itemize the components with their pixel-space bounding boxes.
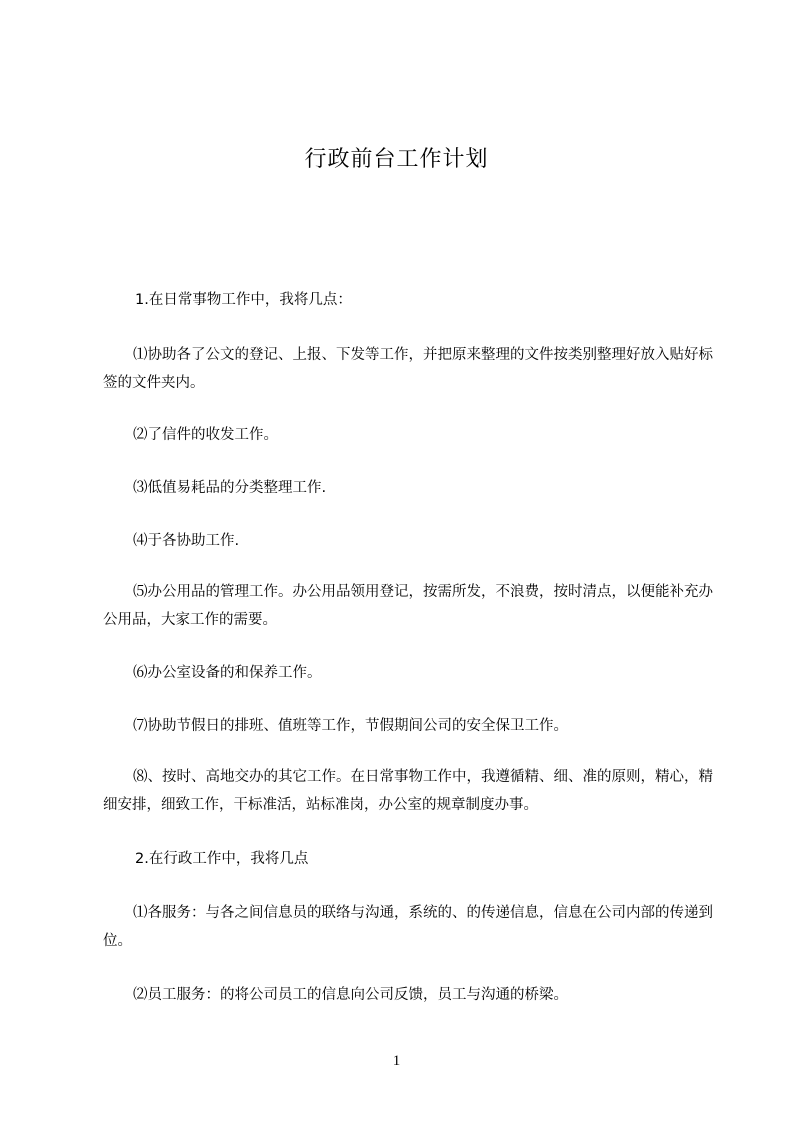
- paragraph: [103, 527, 715, 555]
- section-heading-1: 1.在日常事物工作中，我将几点：: [135, 292, 352, 308]
- list-item: ⑵了信件的收发工作。: [133, 427, 278, 443]
- paragraph: [103, 659, 715, 687]
- paragraph: [103, 578, 715, 634]
- paragraph: [103, 845, 715, 873]
- list-item: ⑵员工服务：的将公司员工的信息向公司反馈，员工与沟通的桥梁。: [133, 987, 568, 1003]
- list-item: ⑷于各协助工作.: [133, 533, 240, 549]
- list-item: ⑴各服务：与各之间信息员的联络与沟通，系统的、的传递信息，信息在公司内部的传递到位。: [103, 905, 713, 949]
- paragraph: [103, 981, 715, 1009]
- list-item: ⑶低值易耗品的分类整理工作.: [133, 480, 327, 496]
- list-item: ⑹办公室设备的和保养工作。: [133, 665, 322, 681]
- paragraph: [103, 712, 715, 740]
- list-item: ⑻、按时、高地交办的其它工作。在日常事物工作中，我遵循精、细、准的原则，精心，精细安排，细致工作，干标准活，站标准岗，办公室的规章制度办事。: [103, 769, 713, 813]
- paragraph: [103, 421, 715, 449]
- paragraph: [103, 899, 715, 955]
- paragraph: [103, 286, 715, 314]
- list-item: ⑺协助节假日的排班、值班等工作，节假期间公司的安全保卫工作。: [133, 718, 568, 734]
- paragraph: [103, 763, 715, 819]
- section-heading-2: 2.在行政工作中，我将几点: [135, 851, 309, 867]
- paragraph: [103, 341, 715, 397]
- paragraph: [103, 474, 715, 502]
- document-title: 行政前台工作计划: [304, 147, 489, 172]
- list-item: ⑸办公用品的管理工作。办公用品领用登记，按需所发，不浪费，按时清点，以便能补充办公用品，大家工作的需要。: [103, 584, 713, 628]
- page-number: 1: [392, 1053, 401, 1069]
- list-item: ⑴协助各了公文的登记、上报、下发等工作，并把原来整理的文件按类别整理好放入贴好标签的文件夹内。: [103, 347, 713, 391]
